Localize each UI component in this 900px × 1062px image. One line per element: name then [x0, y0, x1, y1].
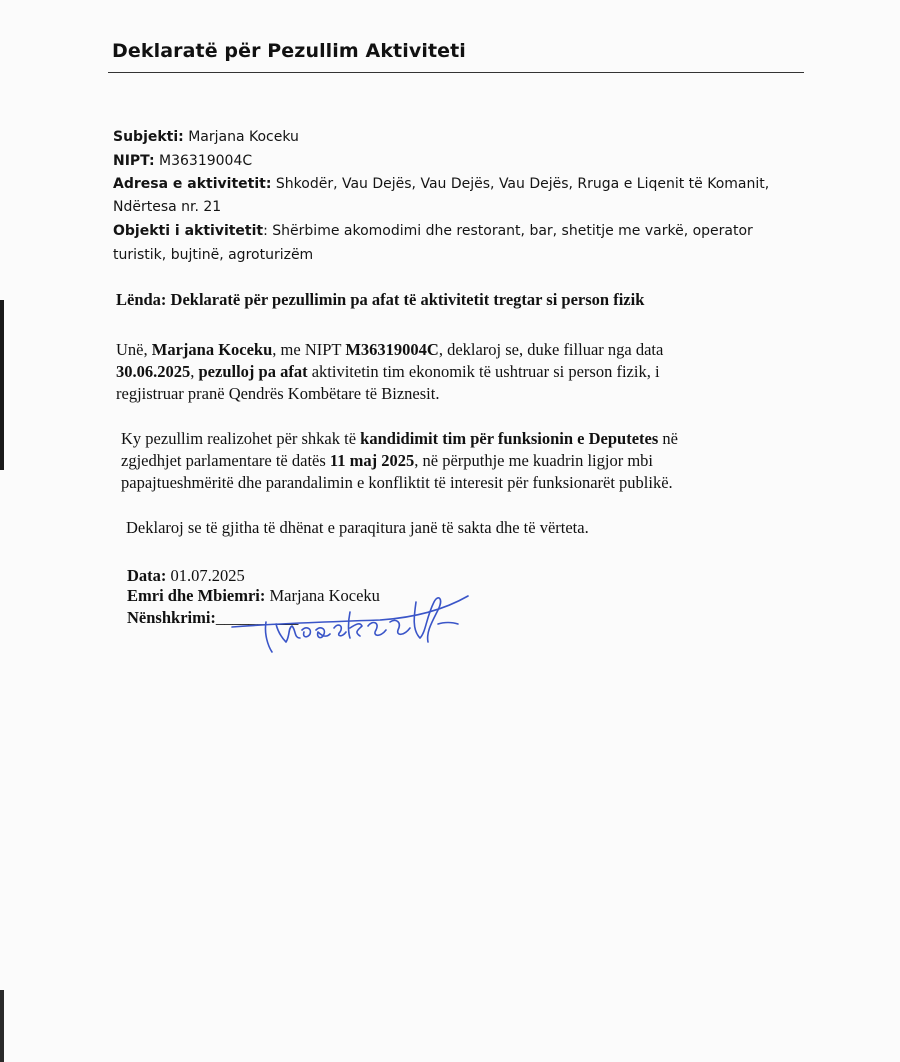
data-label: Data:: [127, 566, 167, 585]
nipt-value: M36319004C: [154, 153, 253, 169]
candidacy-reason: kandidimit tim për funksionin e Deputetes: [360, 429, 659, 448]
emri-label: Emri dhe Mbiemri:: [127, 586, 266, 605]
objekti-label: Objekti i aktivitetit: [113, 223, 264, 239]
objekti-line2: turistik, bujtinë, agroturizëm: [113, 247, 314, 263]
nipt-label: NIPT:: [113, 153, 155, 169]
adresa-label: Adresa e aktivitetit:: [113, 176, 272, 192]
adresa-value-line1: Shkodër, Vau Dejës, Vau Dejës, Vau Dejës, Rruga e Liqenit të Komanit,: [271, 176, 770, 192]
subjekti-label: Subjekti:: [113, 129, 184, 145]
title-underline: [108, 72, 804, 73]
adresa-line2: Ndërtesa nr. 21: [113, 199, 222, 215]
paragraph-1-line-1: Unë, Marjana Koceku, me NIPT M36319004C, deklaroj se, duke filluar nga data: [116, 340, 664, 359]
election-date: 11 maj 2025: [329, 451, 415, 470]
data-value: 01.07.2025: [166, 566, 245, 585]
scan-edge-shadow: [0, 300, 4, 470]
signature-underline: __________: [215, 608, 299, 627]
objekti-value-line1: : Shërbime akomodimi dhe restorant, bar, shetitje me varkë, operator: [263, 223, 753, 239]
declarant-name: Marjana Koceku: [151, 340, 273, 359]
adresa-line: [113, 172, 813, 197]
subjekti-value: Marjana Koceku: [183, 129, 299, 145]
subjekti-line: [113, 125, 813, 150]
nenshkrimi-label: Nënshkrimi:: [127, 608, 216, 627]
paragraph-1-line-2: 30.06.2025, pezulloj pa afat aktivitetin tim ekonomik të ushtruar si person fizik, i: [116, 362, 660, 381]
scan-edge-shadow-bottom: [0, 990, 4, 1062]
suspension-date: 30.06.2025: [116, 362, 191, 381]
handwritten-signature: [230, 582, 480, 662]
paragraph-2-line-2: zgjedhjet parlamentare të datës 11 maj 2025, në përputhje me kuadrin ligjor mbi: [121, 451, 653, 470]
emri-value: Marjana Koceku: [265, 586, 380, 605]
paragraph-2-line-3: papajtueshmëritë dhe parandalimin e konfliktit të interesit për funksionarët publikë.: [121, 473, 673, 492]
nipt-line: [113, 149, 813, 174]
paragraph-3: Deklaroj se të gjitha të dhënat e paraqitura janë të sakta dhe të vërteta.: [126, 518, 589, 537]
data-line: [127, 565, 245, 587]
suspension-term: pezulloj pa afat: [198, 362, 308, 381]
paragraph-1-line-3: regjistruar pranë Qendrës Kombëtare të Biznesit.: [116, 384, 440, 403]
document-title: Deklaratë për Pezullim Aktiviteti: [112, 40, 466, 62]
lenda-heading: Lënda: Deklaratë për pezullimin pa afat të aktivitetit tregtar si person fizik: [116, 290, 645, 309]
paragraph-2-line-1: Ky pezullim realizohet për shkak të kandidimit tim për funksionin e Deputetes në: [121, 429, 678, 448]
declarant-nipt: M36319004C: [345, 340, 439, 359]
objekti-line: [113, 219, 813, 244]
